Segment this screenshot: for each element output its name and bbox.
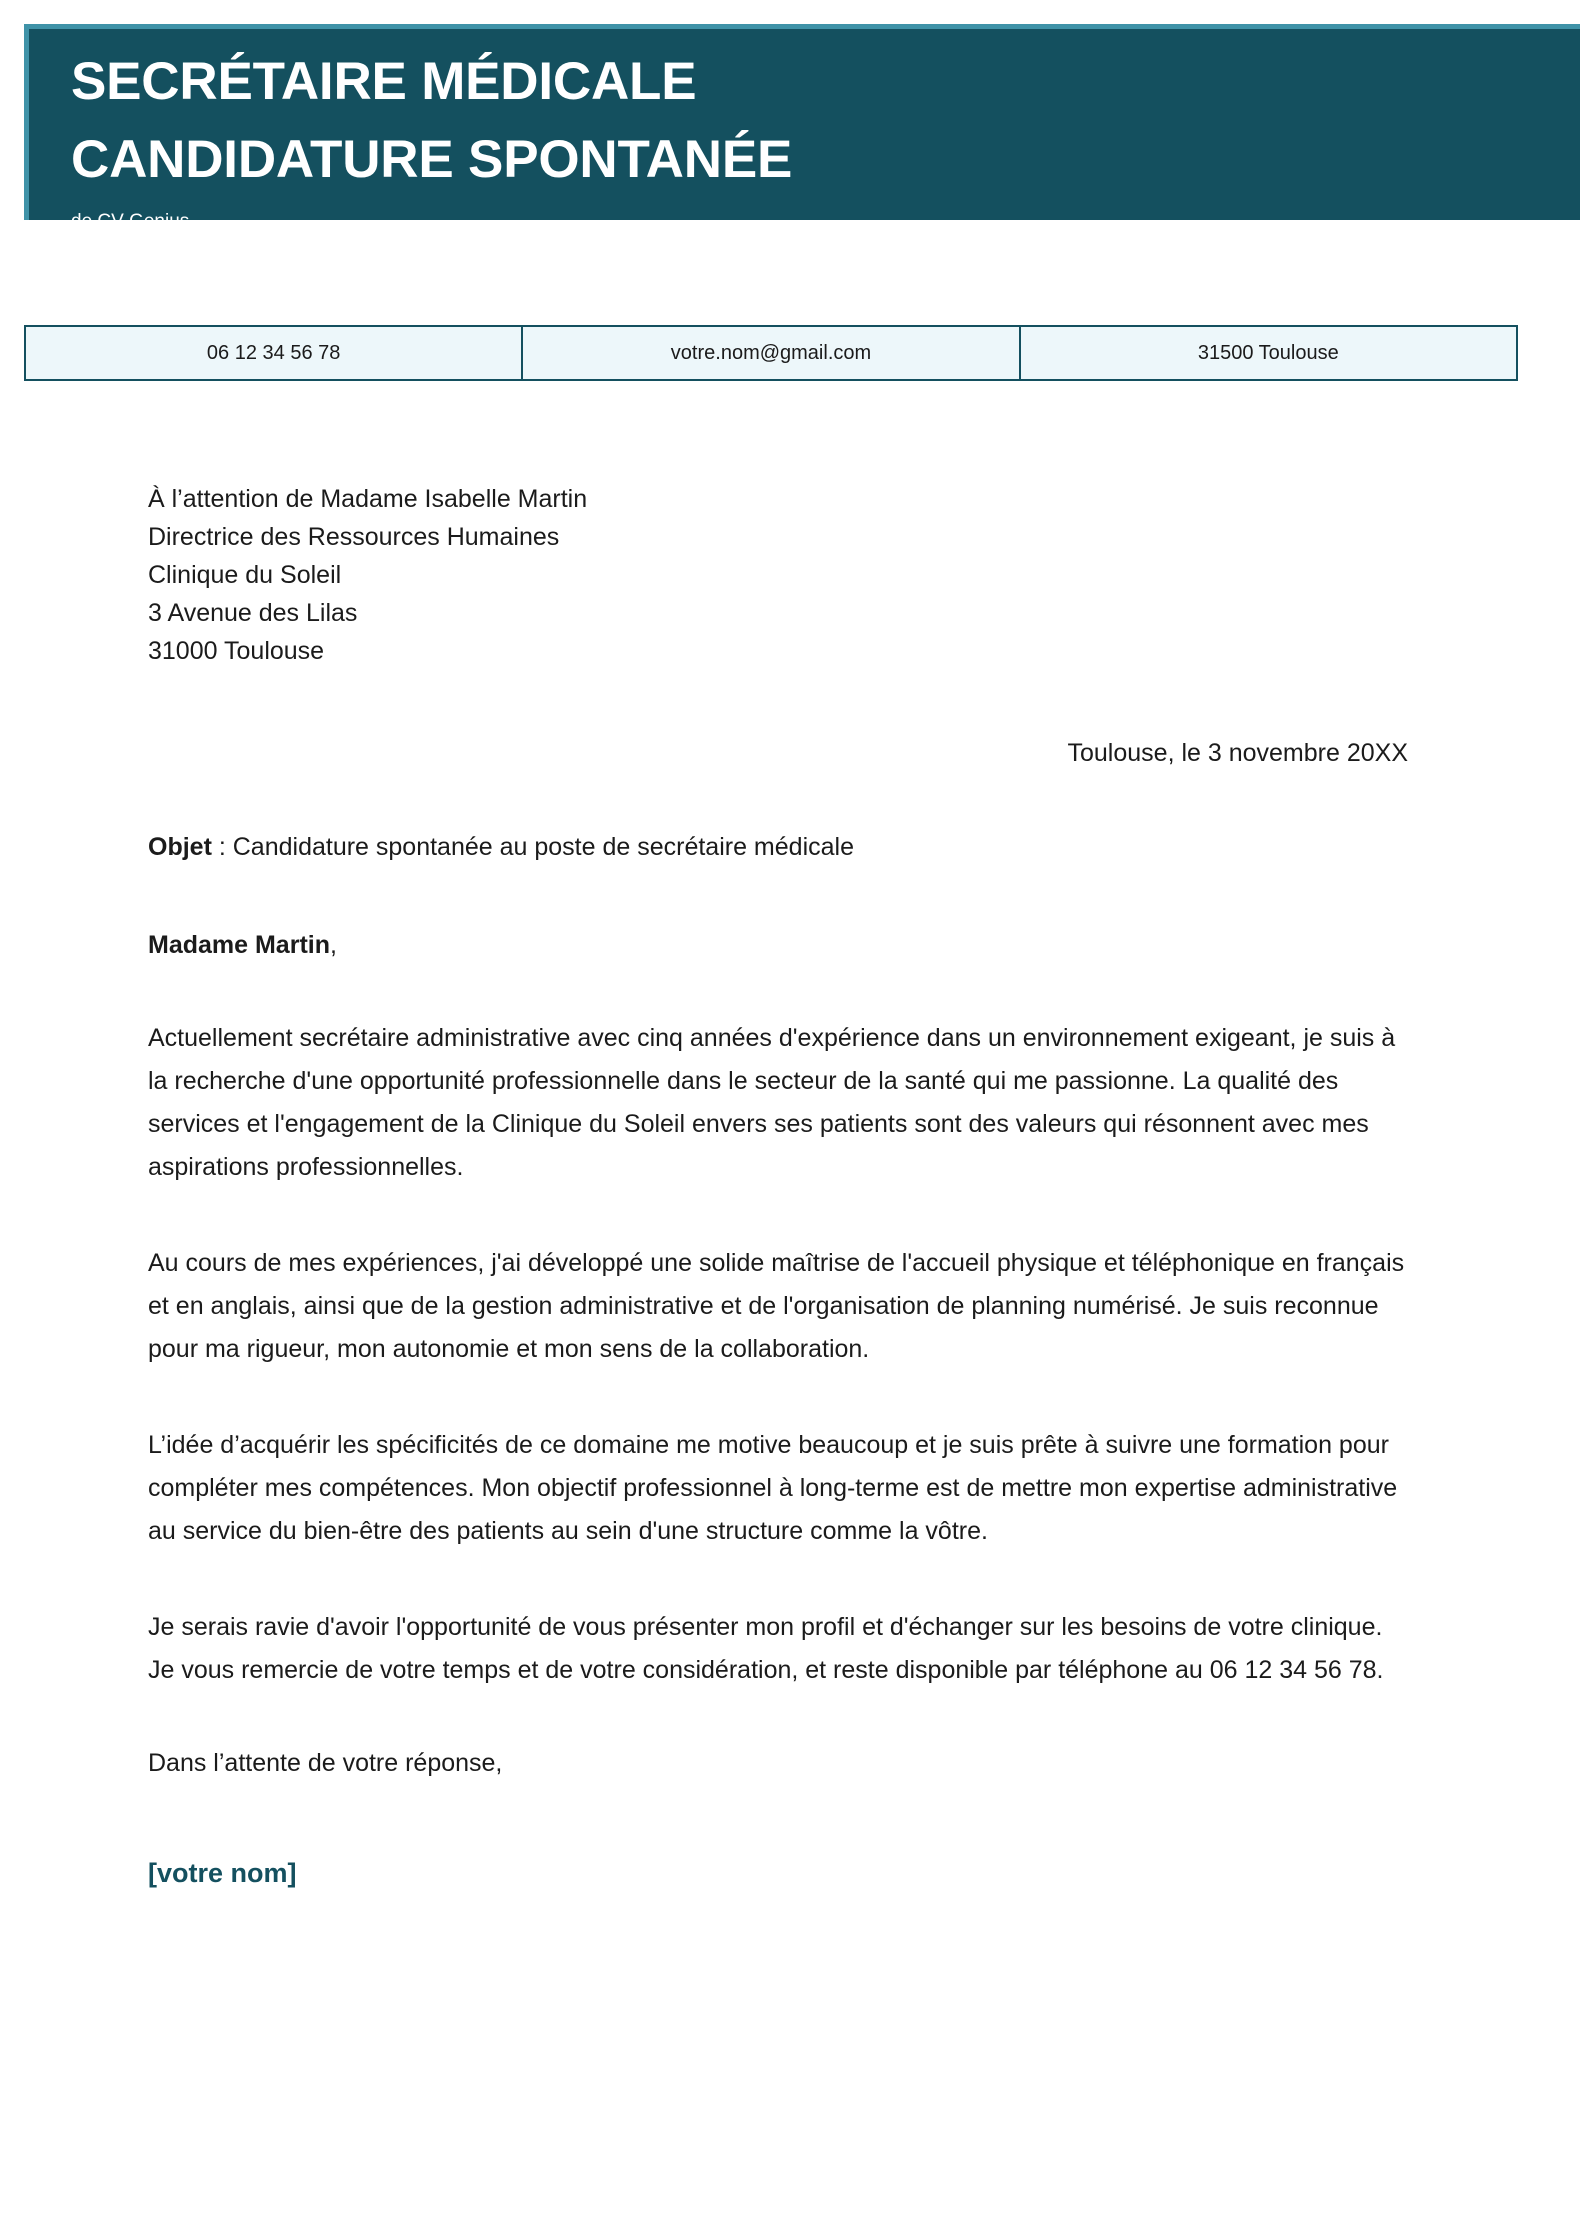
contact-phone: 06 12 34 56 78 — [206, 342, 341, 364]
recipient-line-4: 3 Avenue des Lilas — [148, 599, 358, 627]
body-paragraph-3: L’idée d’acquérir les spécificités de ce domaine me motive beaucoup et je suis prête à suivre une formation pour compléter mes compétences. Mon objectif professionnel à long-terme est de mettre mon expertise administrative au service du bien-être des patients au sein d'une structure comme la vôtre. — [148, 1431, 1398, 1545]
recipient-line-3: Clinique du Soleil — [148, 561, 342, 589]
subject-line — [148, 828, 1408, 866]
letter-header — [24, 24, 1580, 232]
recipient-line-5: 31000 Toulouse — [148, 637, 325, 665]
contact-bar — [24, 325, 1518, 381]
signature-name: [votre nom] — [148, 1858, 297, 1888]
date-line: Toulouse, le 3 novembre 20XX — [1067, 739, 1408, 767]
contact-location: 31500 Toulouse — [1019, 327, 1516, 379]
salutation-punctuation: , — [329, 931, 337, 959]
letter-body — [148, 480, 1408, 1892]
closing-line: Dans l’attente de votre réponse, — [148, 1749, 503, 1777]
subject-text: : Candidature spontanée au poste de secrétaire médicale — [211, 833, 854, 861]
recipient-address-block — [148, 480, 1408, 670]
body-paragraph-4: Je serais ravie d'avoir l'opportunité de vous présenter mon profil et d'échanger sur les besoins de votre clinique. Je vous remercie de votre temps et de votre considération, et reste disponible par téléphone au 06 12 34 56 78. — [148, 1613, 1384, 1684]
contact-email: votre.nom@gmail.com — [521, 327, 1018, 379]
subject-label: Objet — [148, 833, 212, 861]
page-title-line-2: CANDIDATURE SPONTANÉE — [71, 130, 793, 189]
body-paragraph-2: Au cours de mes expériences, j'ai développé une solide maîtrise de l'accueil physique et téléphonique en français et en anglais, ainsi que de la gestion administrative et de l'organisation de planning numérisé. Je suis reconnue pour ma rigueur, mon autonomie et mon sens de la collaboration. — [148, 1249, 1405, 1363]
page-title-line-1: SECRÉTAIRE MÉDICALE — [71, 52, 697, 111]
recipient-line-2: Directrice des Ressources Humaines — [148, 523, 560, 551]
header-byline: de CV Genius — [71, 211, 190, 232]
header-band — [29, 29, 1580, 232]
salutation — [148, 926, 1408, 964]
body-paragraph-1: Actuellement secrétaire administrative avec cinq années d'expérience dans un environnement exigeant, je suis à la recherche d'une opportunité professionnelle dans le secteur de la santé qui me passionne. La qualité des services et l'engagement de la Clinique du Soleil envers ses patients sont des valeurs qui résonnent avec mes aspirations professionnelles. — [148, 1024, 1396, 1181]
recipient-line-1: À l’attention de Madame Isabelle Martin — [148, 485, 588, 513]
salutation-name: Madame Martin — [148, 931, 330, 959]
